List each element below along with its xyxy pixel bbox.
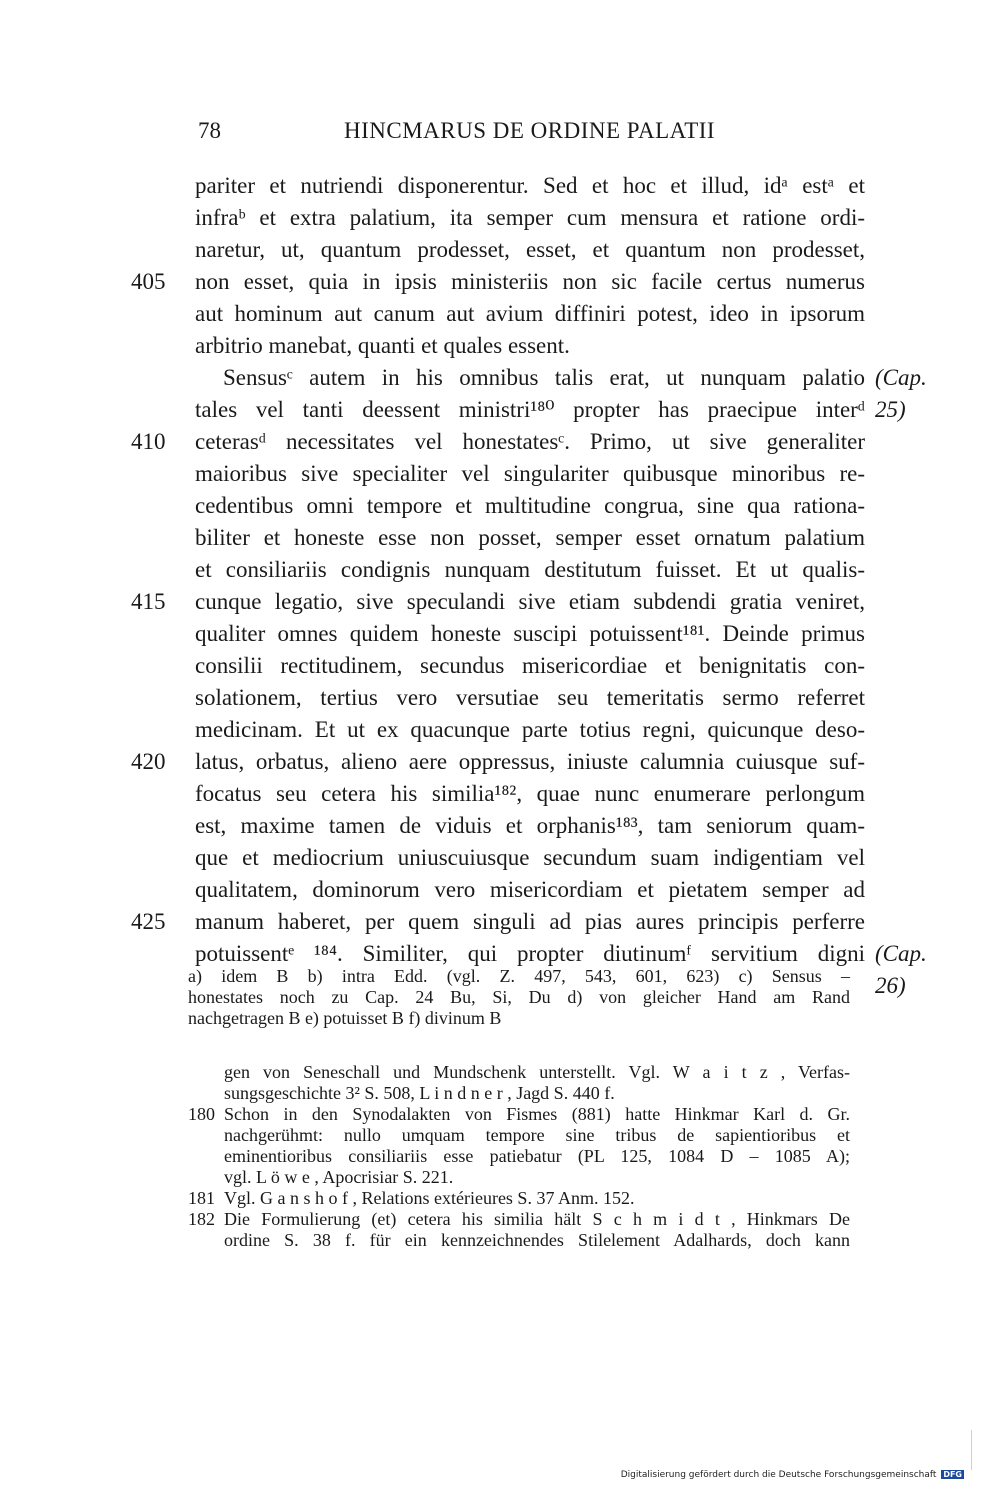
line-number: 405 [131,269,166,294]
text-line: qualitatem, dominorum vero misericordiam et pietatem semper ad [195,877,865,902]
text-line: non esset, quia in ipsis ministeriis non sic facile certus numerus [195,269,865,294]
digitization-credit: Digitalisierung gefördert durch die Deutsche Forschungsgemeinschaft DFG [620,1470,962,1480]
text-line: est, maxime tamen de viduis et orphanis¹⁸³, tam seniorum quam- [195,813,865,838]
footnote-number: 181 [188,1188,215,1208]
footnote-number: 182 [188,1209,215,1229]
footnote-line: vgl. L ö w e , Apocrisiar S. 221. [224,1167,454,1187]
chapter-margin-note: (Cap. 25) [875,365,927,422]
text-line: maioribus sive specialiter vel singulariter quibusque minoribus re- [195,461,865,486]
footnote-line: gen von Seneschall und Mundschenk unterstellt. Vgl. W a i t z , Verfas- [224,1062,850,1082]
dfg-logo: DFG [943,1470,962,1479]
text-line: latus, orbatus, alieno aere oppressus, iniuste calumnia cuiusque suf- [195,749,865,774]
footnotes [188,1062,850,1251]
line-number: 410 [131,429,166,454]
footnote-line: 182 Die Formulierung (et) cetera his similia hält S c h m i d t , Hinkmars De [188,1209,850,1229]
apparatus-line: honestates noch zu Cap. 24 Bu, Si, Du d) von gleicher Hand am Rand [188,987,850,1007]
text-line: pariter et nutriendi disponerentur. Sed et hoc et illud, idᵃ estᵃ et [195,173,865,198]
text-line: arbitrio manebat, quanti et quales essent. [195,333,570,358]
footnote-line: 180 Schon in den Synodalakten von Fismes (881) hatte Hinkmar Karl d. Gr. [188,1104,850,1124]
scan-edge-mark [971,1430,972,1470]
text-line: ceterasᵈ necessitates vel honestatesᶜ. Primo, ut sive generaliter [195,429,865,454]
footnote-line: eminentioribus consiliariis esse patiebatur (PL 125, 1084 D – 1085 A); [224,1146,850,1166]
text-line: Sensusᶜ autem in his omnibus talis erat, ut nunquam palatio [223,365,865,390]
text-line: solationem, tertius vero versutiae seu temeritatis sermo referret [195,685,865,710]
running-title: HINCMARUS DE ORDINE PALATII [344,118,716,143]
text-line: infraᵇ et extra palatium, ita semper cum mensura et ratione ordi- [195,205,865,230]
text-line: et consiliariis condignis nunquam destitutum fuisset. Et ut qualis- [195,557,865,582]
text-line: manum haberet, per quem singuli ad pias aures principis perferre [195,909,865,934]
apparatus-line: a) idem B b) intra Edd. (vgl. Z. 497, 543, 601, 623) c) Sensus – [188,966,850,986]
text-line: focatus seu cetera his similia¹⁸², quae nunc enumerare perlongum [195,781,865,806]
footnote-line: 181 Vgl. G a n s h o f , Relations extérieures S. 37 Anm. 152. [188,1188,635,1208]
text-line: biliter et honeste esse non posset, semper esset ornatum palatium [195,525,865,550]
text-line: cedentibus omni tempore et multitudine congrua, sine qua rationa- [195,493,865,518]
line-number: 415 [131,589,166,614]
apparatus-line: nachgetragen B e) potuisset B f) divinum B [188,1008,502,1028]
text-line: aut hominum aut canum aut avium diffiniri potest, ideo in ipsorum [195,301,865,326]
chapter-margin-note: (Cap. 26) [875,941,927,998]
text-line: consilii rectitudinem, secundus misericordiae et benignitatis con- [195,653,865,678]
text-line: naretur, ut, quantum prodesset, esset, et quantum non prodesset, [195,237,865,262]
text-line: que et mediocrium uniuscuiusque secundum suam indigentiam vel [195,845,865,870]
footnote-number: 180 [188,1104,215,1124]
text-line: qualiter omnes quidem honeste suscipi potuissent¹⁸¹. Deinde primus [195,621,865,646]
page-number: 78 [198,118,221,143]
text-line: tales vel tanti deessent ministri¹⁸⁰ propter has praecipue interᵈ [195,397,865,422]
footnote-line: sungsgeschichte 3² S. 508, L i n d n e r , Jagd S. 440 f. [224,1083,615,1103]
text-line: cunque legatio, sive speculandi sive etiam subdendi gratia veniret, [195,589,865,614]
text-line: medicinam. Et ut ex quacunque parte totius regni, quicunque deso- [195,717,865,742]
text-line: potuissentᵉ ¹⁸⁴. Similiter, qui propter diutinumᶠ servitium digni [195,941,865,966]
footnote-line: ordine S. 38 f. für ein kennzeichnendes Stilelement Adalhards, doch kann [224,1230,850,1250]
line-number: 420 [131,749,166,774]
critical-apparatus [188,966,850,1029]
footnote-line: nachgerühmt: nullo umquam tempore sine tribus de sapientioribus et [224,1125,850,1145]
line-number: 425 [131,909,166,934]
